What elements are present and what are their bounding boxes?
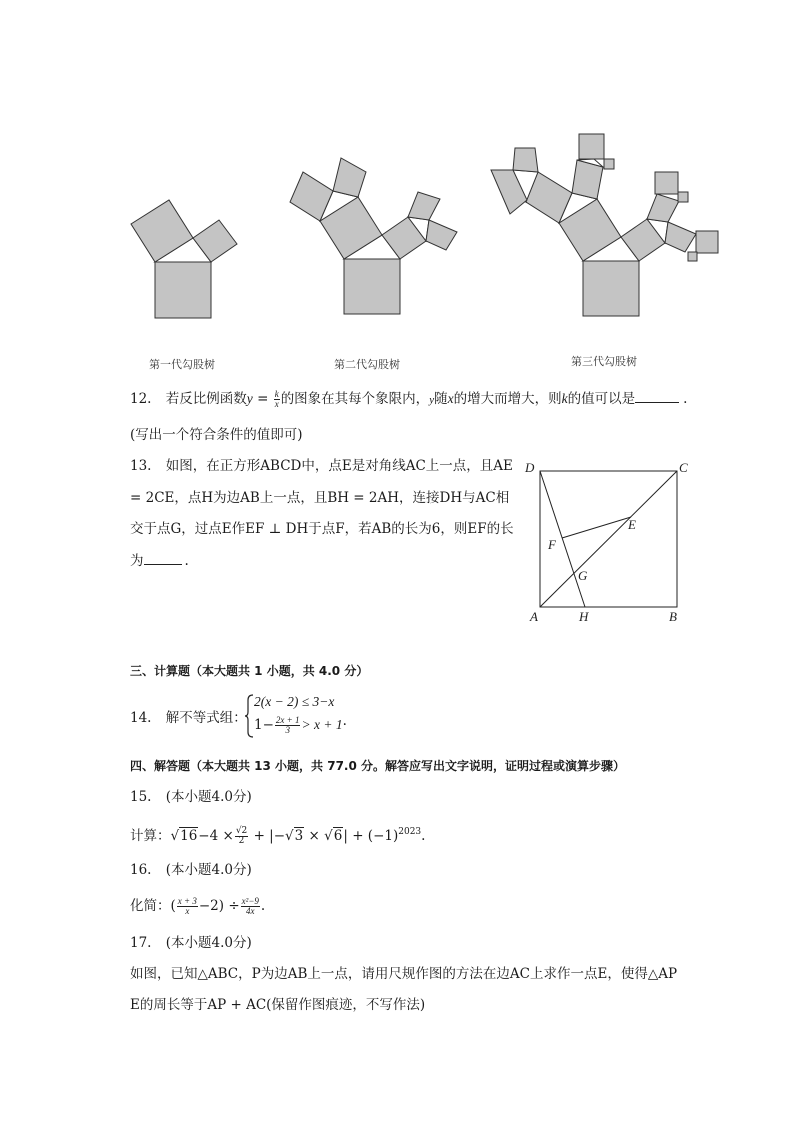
q12-func-x: x	[274, 399, 279, 409]
q12-var-k: k	[561, 391, 568, 406]
q14-ineq2-den: 3	[285, 725, 290, 735]
q15-prefix: 计算：	[130, 828, 171, 844]
question-14	[130, 708, 247, 728]
q16-number: 16.	[130, 862, 152, 878]
q12-answer-blank[interactable]	[635, 388, 679, 403]
q12-end: .	[683, 391, 688, 407]
q14-ineq2-num: 2x + 1	[275, 715, 300, 725]
section-4-title: 四、解答题（本大题共 13 小题，共 77.0 分。解答应写出文字说明，证明过程或演算步骤）	[130, 759, 626, 773]
pythagoras-tree-figures	[0, 0, 794, 345]
q13-answer-blank[interactable]	[144, 550, 182, 565]
q15-den2: 2	[238, 836, 245, 846]
q12-func-fraction	[274, 390, 280, 409]
q15-abs: + |−	[249, 828, 286, 844]
q16-prefix: 化简：(	[130, 898, 176, 914]
q17-line2: E的周长等于AP + AC(保留作图痕迹，不写作法)	[130, 997, 426, 1013]
q16-expression	[130, 896, 265, 916]
q15-end: .	[421, 828, 426, 844]
q14-ineq2-b: > x + 1	[301, 717, 343, 732]
q12-text-c: 随	[434, 391, 448, 407]
q12-var-y: y	[429, 394, 435, 406]
q15-r16: 16	[180, 828, 198, 844]
q14-text: 解不等式组：	[165, 710, 247, 726]
label-b: B	[669, 609, 677, 624]
q17-number: 17.	[130, 935, 152, 951]
q12-text-a: 若反比例函数	[165, 391, 247, 407]
q13-number: 13.	[130, 458, 152, 474]
question-15-header	[130, 787, 252, 807]
gen2-caption: 第二代勾股树	[334, 358, 400, 371]
q12-number: 12.	[130, 391, 152, 407]
q15-fraction	[235, 827, 248, 846]
q14-ineq2: 1− $\frac{2x + 1}{3}$ > x + 1·	[254, 715, 347, 735]
label-f: F	[548, 537, 556, 552]
q16-f2-den: 4x	[246, 906, 255, 916]
section-3-title: 三、计算题（本大题共 1 小题，共 4.0 分）	[130, 664, 369, 678]
q14-ineq2-fraction	[275, 716, 301, 735]
q13-line1: 如图，在正方形ABCD中，点E是对角线AC上一点，且AE	[165, 458, 513, 474]
question-12	[130, 388, 687, 410]
square-abcd-figure	[520, 455, 700, 630]
q16-f1-num: x + 3	[177, 896, 197, 906]
q15-expression: 计算：√16−4 × $\frac{√2}{2}$ + $|-√3 \times √6| + (-1)^{2023}$.	[130, 826, 426, 846]
gen3-tree	[491, 134, 718, 316]
gen3-caption: 第三代勾股树	[571, 355, 637, 368]
q13-line4-text: 为	[130, 553, 144, 569]
q14-number: 14.	[130, 710, 152, 726]
q16-end: .	[260, 898, 266, 914]
label-c: C	[679, 460, 688, 475]
q16-f2-num: x²−9	[241, 896, 259, 906]
q12-text-d: 的增大而增大，则	[453, 391, 562, 407]
q13-line4	[130, 550, 189, 571]
q16-f1-den: x	[185, 906, 190, 916]
label-e: E	[628, 517, 636, 532]
q16-fraction1	[177, 897, 198, 916]
q15-r3: 3	[294, 828, 304, 844]
q15-tail: | + (−1)	[343, 828, 399, 844]
q12-func-eq: =	[252, 391, 273, 407]
gen2-tree	[290, 158, 457, 314]
q16-fraction2	[241, 897, 260, 916]
q16-score: (本小题4.0分)	[165, 862, 252, 878]
q13-line4-end: .	[184, 553, 189, 569]
q14-brace	[244, 694, 254, 738]
q13-line3: 交于点G，过点E作EF ⊥ DH于点F，若AB的长为6，则EF的长	[130, 521, 514, 537]
q12-line2: (写出一个符合条件的值即可)	[130, 427, 303, 443]
q12-func-k: k	[274, 389, 279, 399]
label-g: G	[578, 568, 588, 583]
q15-times: ×	[304, 828, 325, 844]
q15-number: 15.	[130, 789, 152, 805]
q14-ineq1: 2(x − 2) ≤ 3−x	[254, 694, 335, 709]
q15-score: (本小题4.0分)	[165, 789, 252, 805]
label-a: A	[530, 609, 538, 624]
question-13-line1	[130, 456, 513, 476]
q15-r6: 6	[333, 828, 343, 844]
question-17-header	[130, 933, 252, 953]
q17-score: (本小题4.0分)	[165, 935, 252, 951]
q12-var-x: x	[447, 391, 454, 406]
label-d: D	[525, 460, 535, 475]
question-16-header	[130, 860, 252, 880]
q13-line2: = 2CE，点H为边AB上一点，且BH = 2AH，连接DH与AC相	[130, 490, 510, 506]
gen1-tree	[131, 200, 237, 318]
q17-line1: 如图，已知△ABC，P为边AB上一点，请用尺规作图的方法在边AC上求作一点E，使得△AP	[130, 966, 678, 982]
q12-text-e: 的值可以是	[567, 391, 636, 407]
gen1-caption: 第一代勾股树	[149, 358, 215, 371]
q12-text-b: 的图象在其每个象限内，	[280, 391, 430, 407]
q15-minus4: −4 ×	[198, 828, 234, 844]
label-h: H	[579, 609, 589, 624]
q15-exp: 2023	[398, 827, 422, 837]
q14-ineq2-a: 1−	[254, 717, 274, 733]
q12-func-y: y	[246, 391, 253, 406]
q16-mid: −2) ÷	[198, 898, 240, 914]
q15-r2: √2	[235, 826, 248, 836]
